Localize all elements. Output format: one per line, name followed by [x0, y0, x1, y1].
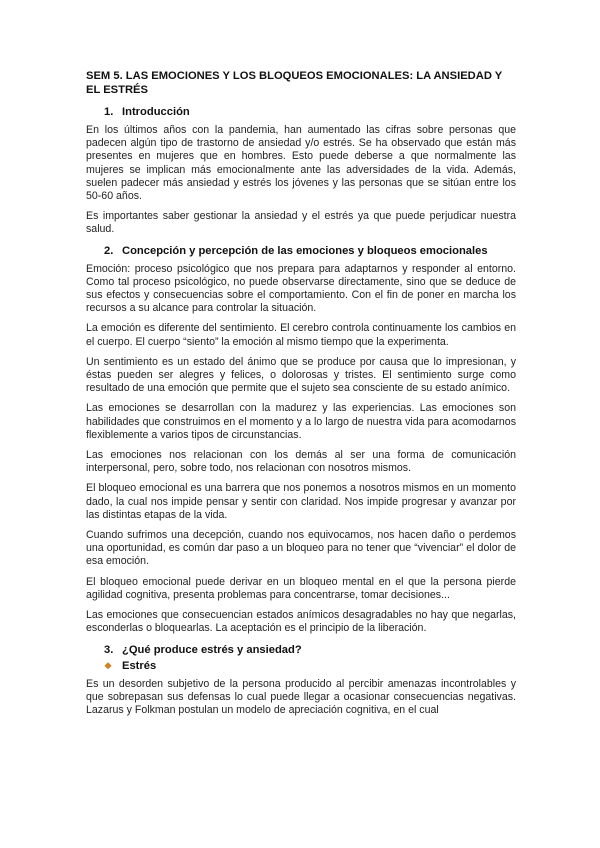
section-number: 2. [104, 244, 114, 257]
paragraph: Las emociones se desarrollan con la madurez y las experiencias. Las emociones son habilidades que construimos en el momento y a lo largo de nuestra vida para acomodarnos flexiblemente a varios tipos de circunstancias. [86, 402, 516, 441]
paragraph: Las emociones que consecuencian estados anímicos desagradables no hay que negarlas, esconderlas o bloquearlas. La aceptación es el principio de la liberación. [86, 609, 516, 635]
subheading-text: Estrés [122, 659, 157, 672]
section-number: 1. [104, 106, 114, 118]
paragraph: El bloqueo emocional puede derivar en un bloqueo mental en el que la persona pierde agilidad cognitiva, presenta problemas para concentrarse, tomar decisiones... [86, 575, 516, 601]
section-heading-text: Concepción y percepción de las emociones y bloqueos emocionales [122, 244, 488, 257]
paragraph: Un sentimiento es un estado del ánimo que se produce por causa que lo impresionan, y éstas pueden ser alegres y felices, o dolorosas y tristes. El sentimiento surge como resultado de una emoción que permite que el sujeto sea consciente de su estado anímico. [86, 355, 516, 395]
paragraph: La emoción es diferente del sentimiento. El cerebro controla continuamente los cambios en el cuerpo. El cuerpo “siento” la emoción al mismo tiempo que la experimenta. [86, 322, 516, 348]
section-heading-concepcion [86, 244, 516, 258]
diamond-bullet-icon: ❖ [104, 660, 113, 671]
paragraph: Emoción: proceso psicológico que nos prepara para adaptarnos y responder al entorno. Como tal proceso psicológico, no puede observarse directamente, sino que se deduce de sus efectos y consecuencias sobre el comportamiento. Con el fin de poner en marcha los recursos a su alcance para controlar la situación. [86, 262, 516, 315]
document-title: SEM 5. LAS EMOCIONES Y LOS BLOQUEOS EMOCIONALES: LA ANSIEDAD Y EL ESTRÉS [86, 70, 503, 96]
section-heading-text: Introducción [122, 106, 190, 118]
paragraph: El bloqueo emocional es una barrera que nos ponemos a nosotros mismos en un momento dado, la cual nos impide pensar y sentir con claridad. Nos impide progresar y avanzar por las distintas etapas de la vida. [86, 482, 516, 521]
paragraph: Es importantes saber gestionar la ansiedad y el estrés ya que puede perjudicar nuestra salud. [86, 210, 516, 236]
paragraph: Es un desorden subjetivo de la persona producido al percibir amenazas incontrolables y que sobrepasan sus defensas lo cual puede llegar a ocasionar consecuencias negativas. Lazarus y Folkman postulan un modelo de apreciación cognitiva, en el cual [86, 677, 516, 716]
section-heading-introduccion [86, 105, 516, 119]
paragraph: En los últimos años con la pandemia, han aumentado las cifras sobre personas que padecen algún tipo de trastorno de ansiedad y/o estrés. Se ha observado que están más presentes en mujeres que en hombres. Esto puede deberse a que normalmente las mujeres se implican más emocionalmente ante las adversidades de la vida. Además, suelen padecer más ansiedad y estrés los jóvenes y las personas que se sitúan entre los 50-60 años. [86, 124, 516, 203]
section-heading-estres-ansiedad [86, 643, 516, 657]
subheading-estres [86, 659, 516, 673]
paragraph: Cuando sufrimos una decepción, cuando nos equivocamos, nos hacen daño o perdemos una oportunidad, es común dar paso a un bloqueo para no tener que “vivenciar” el dolor de esa emoción. [86, 529, 516, 568]
section-heading-text: ¿Qué produce estrés y ansiedad? [122, 643, 302, 656]
paragraph: Las emociones nos relacionan con los demás al ser una forma de comunicación interpersonal, pero, sobre todo, nos relacionan con nosotros mismos. [86, 449, 516, 475]
section-number: 3. [104, 643, 114, 656]
page-content [86, 70, 516, 724]
